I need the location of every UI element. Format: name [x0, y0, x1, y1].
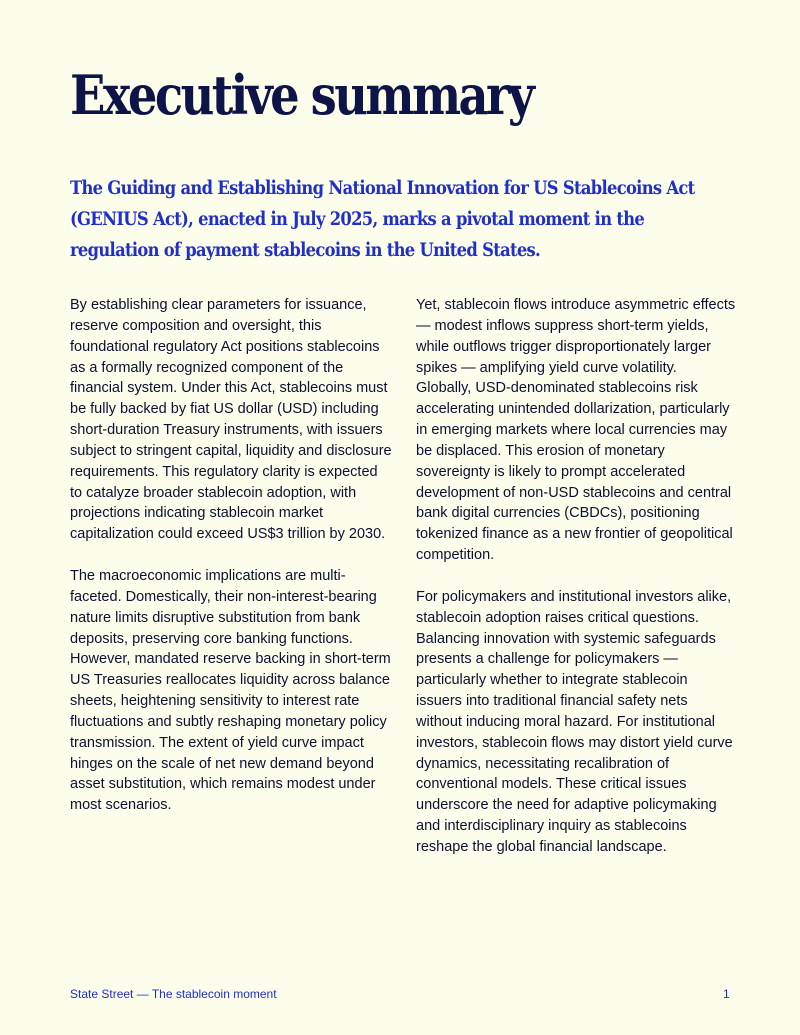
footer-source: State Street — The stablecoin moment [70, 987, 277, 1001]
body-paragraph: For policymakers and institutional investors alike, stablecoin adoption raises critical questions. Balancing innovation with systemic safeguards presents a challenge for policymakers — particularly whether to integrate stablecoin issuers into traditional financial safety nets without inducing moral hazard. For institutional investors, stablecoin flows may distort yield curve dynamics, necessitating recalibration of conventional models. These critical issues underscore the need for adaptive policymaking and interdisciplinary inquiry as stablecoins reshape the global financial landscape. [416, 588, 733, 855]
right-column [416, 295, 736, 858]
page-title: Executive summary [70, 63, 533, 127]
body-paragraph: The macroeconomic implications are multi-faceted. Domestically, their non-interest-bearing nature limits disruptive substitution from bank deposits, preserving core banking functions. However, mandated reserve backing in short-term US Treasuries reallocates liquidity across balance sheets, heightening sensitivity to interest rate fluctuations and subtly reshaping monetary policy transmission. The extent of yield curve impact hinges on the scale of net new demand beyond asset substitution, which remains modest under most scenarios. [70, 567, 391, 814]
body-paragraph: By establishing clear parameters for issuance, reserve composition and oversight, this foundational regulatory Act positions stablecoins as a formally recognized component of the financial system. Under this Act, stablecoins must be fully backed by fiat US dollar (USD) including short-duration Treasury instruments, with issuers subject to stringent capital, liquidity and disclosure requirements. This regulatory clarity is expected to catalyze broader stablecoin adoption, with projections indicating stablecoin market capitalization could exceed US$3 trillion by 2030. [70, 297, 392, 543]
page-number: 1 [723, 987, 730, 1001]
left-column [70, 295, 392, 816]
body-paragraph: Yet, stablecoin flows introduce asymmetric effects — modest inflows suppress short-term yields, while outflows trigger disproportionately larger spikes — amplifying yield curve volatility. Globally, USD-denominated stablecoins risk accelerating unintended dollarization, particularly in emerging markets where local currencies may be displaced. This erosion of monetary sovereignty is likely to prompt accelerated development of non-USD stablecoins and central bank digital currencies (CBDCs), positioning tokenized finance as a new frontier of geopolitical competition. [416, 297, 736, 564]
lead-paragraph: The Guiding and Establishing National Innovation for US Stablecoins Act (GENIUS Act), enacted in July 2025, marks a pivotal moment in the regulation of payment stablecoins in the United States. [70, 177, 695, 261]
